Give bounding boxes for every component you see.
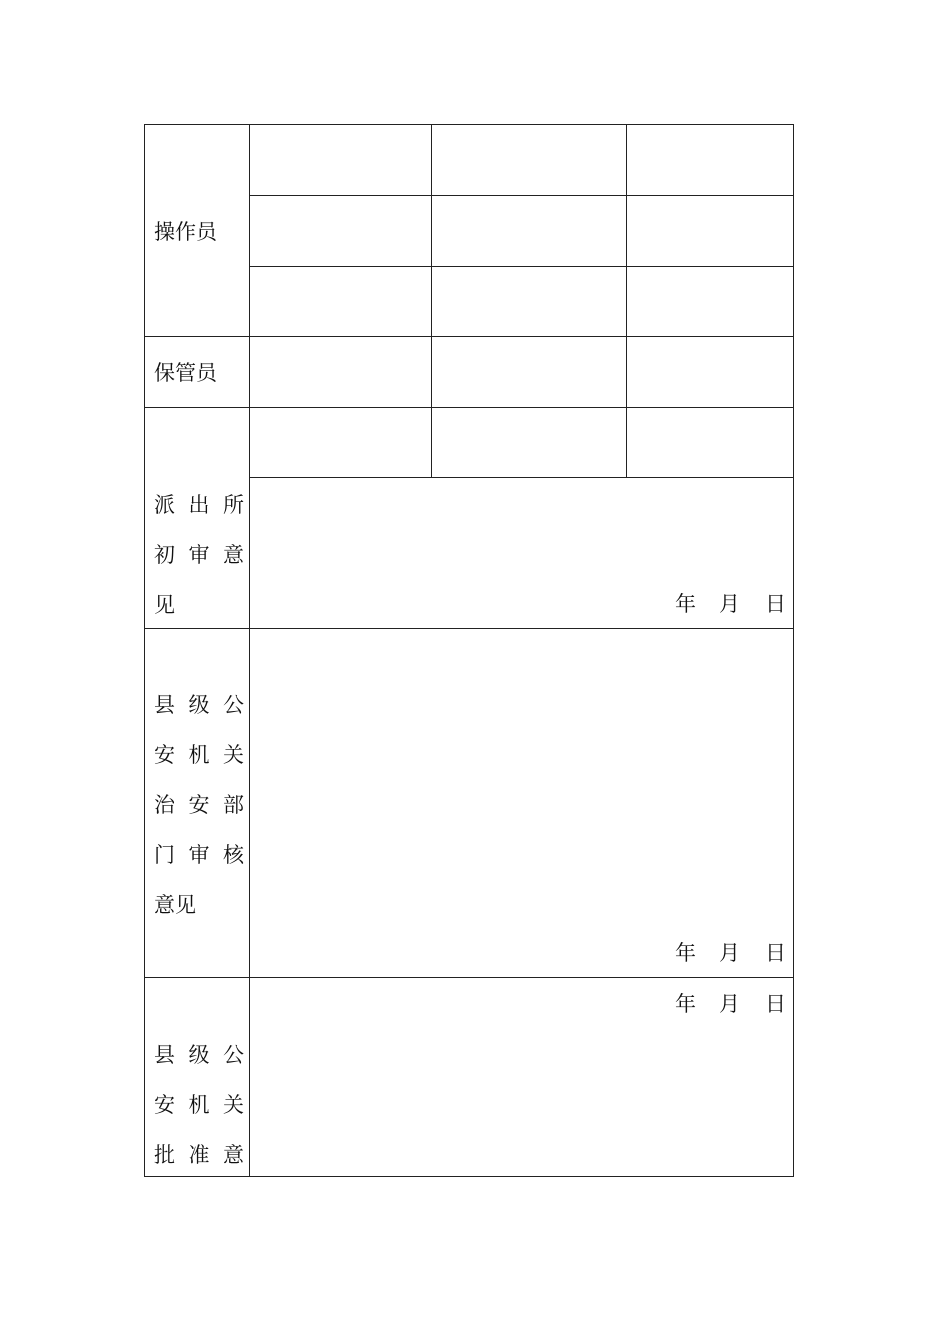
date-month: 月 [719, 941, 740, 965]
label-line: 安机关 [154, 1093, 244, 1117]
date-day: 日 [765, 592, 786, 616]
county-dept-date [675, 943, 790, 964]
extra-cell-c3[interactable] [627, 408, 794, 477]
label-line: 批准意 [154, 1143, 244, 1167]
county-approval-label [154, 1030, 244, 1180]
operator-cell-r3c2[interactable] [432, 267, 626, 336]
date-month: 月 [719, 592, 740, 616]
label-line: 意见 [154, 893, 196, 917]
date-year: 年 [675, 941, 696, 965]
operator-cell-r2c1[interactable] [250, 196, 431, 266]
label-line: 县级公 [154, 693, 244, 717]
application-form-table [144, 124, 794, 1177]
label-line: 派出所 [154, 493, 244, 517]
date-month: 月 [719, 992, 740, 1016]
date-year: 年 [675, 992, 696, 1016]
police-station-opinion-label [154, 480, 244, 630]
custodian-cell-c3[interactable] [627, 337, 794, 407]
label-line: 治安部 [154, 793, 244, 817]
date-day: 日 [765, 941, 786, 965]
custodian-cell-c1[interactable] [250, 337, 431, 407]
operators-label: 操作员 [154, 220, 217, 244]
date-year: 年 [675, 592, 696, 616]
label-line: 门审核 [154, 843, 244, 867]
extra-cell-c1[interactable] [250, 408, 431, 477]
operator-cell-r3c1[interactable] [250, 267, 431, 336]
extra-cell-c2[interactable] [432, 408, 626, 477]
operator-cell-r1c1[interactable] [250, 125, 431, 195]
date-day: 日 [765, 992, 786, 1016]
operator-cell-r1c2[interactable] [432, 125, 626, 195]
label-line: 安机关 [154, 743, 244, 767]
operator-cell-r2c2[interactable] [432, 196, 626, 266]
operator-cell-r1c3[interactable] [627, 125, 794, 195]
county-approval-date [675, 994, 790, 1015]
operator-cell-r2c3[interactable] [627, 196, 794, 266]
label-line: 初审意 [154, 543, 244, 567]
custodian-cell-c2[interactable] [432, 337, 626, 407]
county-dept-opinion-area[interactable] [250, 629, 794, 977]
custodian-label: 保管员 [154, 361, 217, 385]
label-line: 县级公 [154, 1043, 244, 1067]
police-station-date [675, 594, 790, 615]
label-line: 见 [154, 593, 175, 617]
operator-cell-r3c3[interactable] [627, 267, 794, 336]
county-dept-opinion-label [154, 680, 244, 930]
